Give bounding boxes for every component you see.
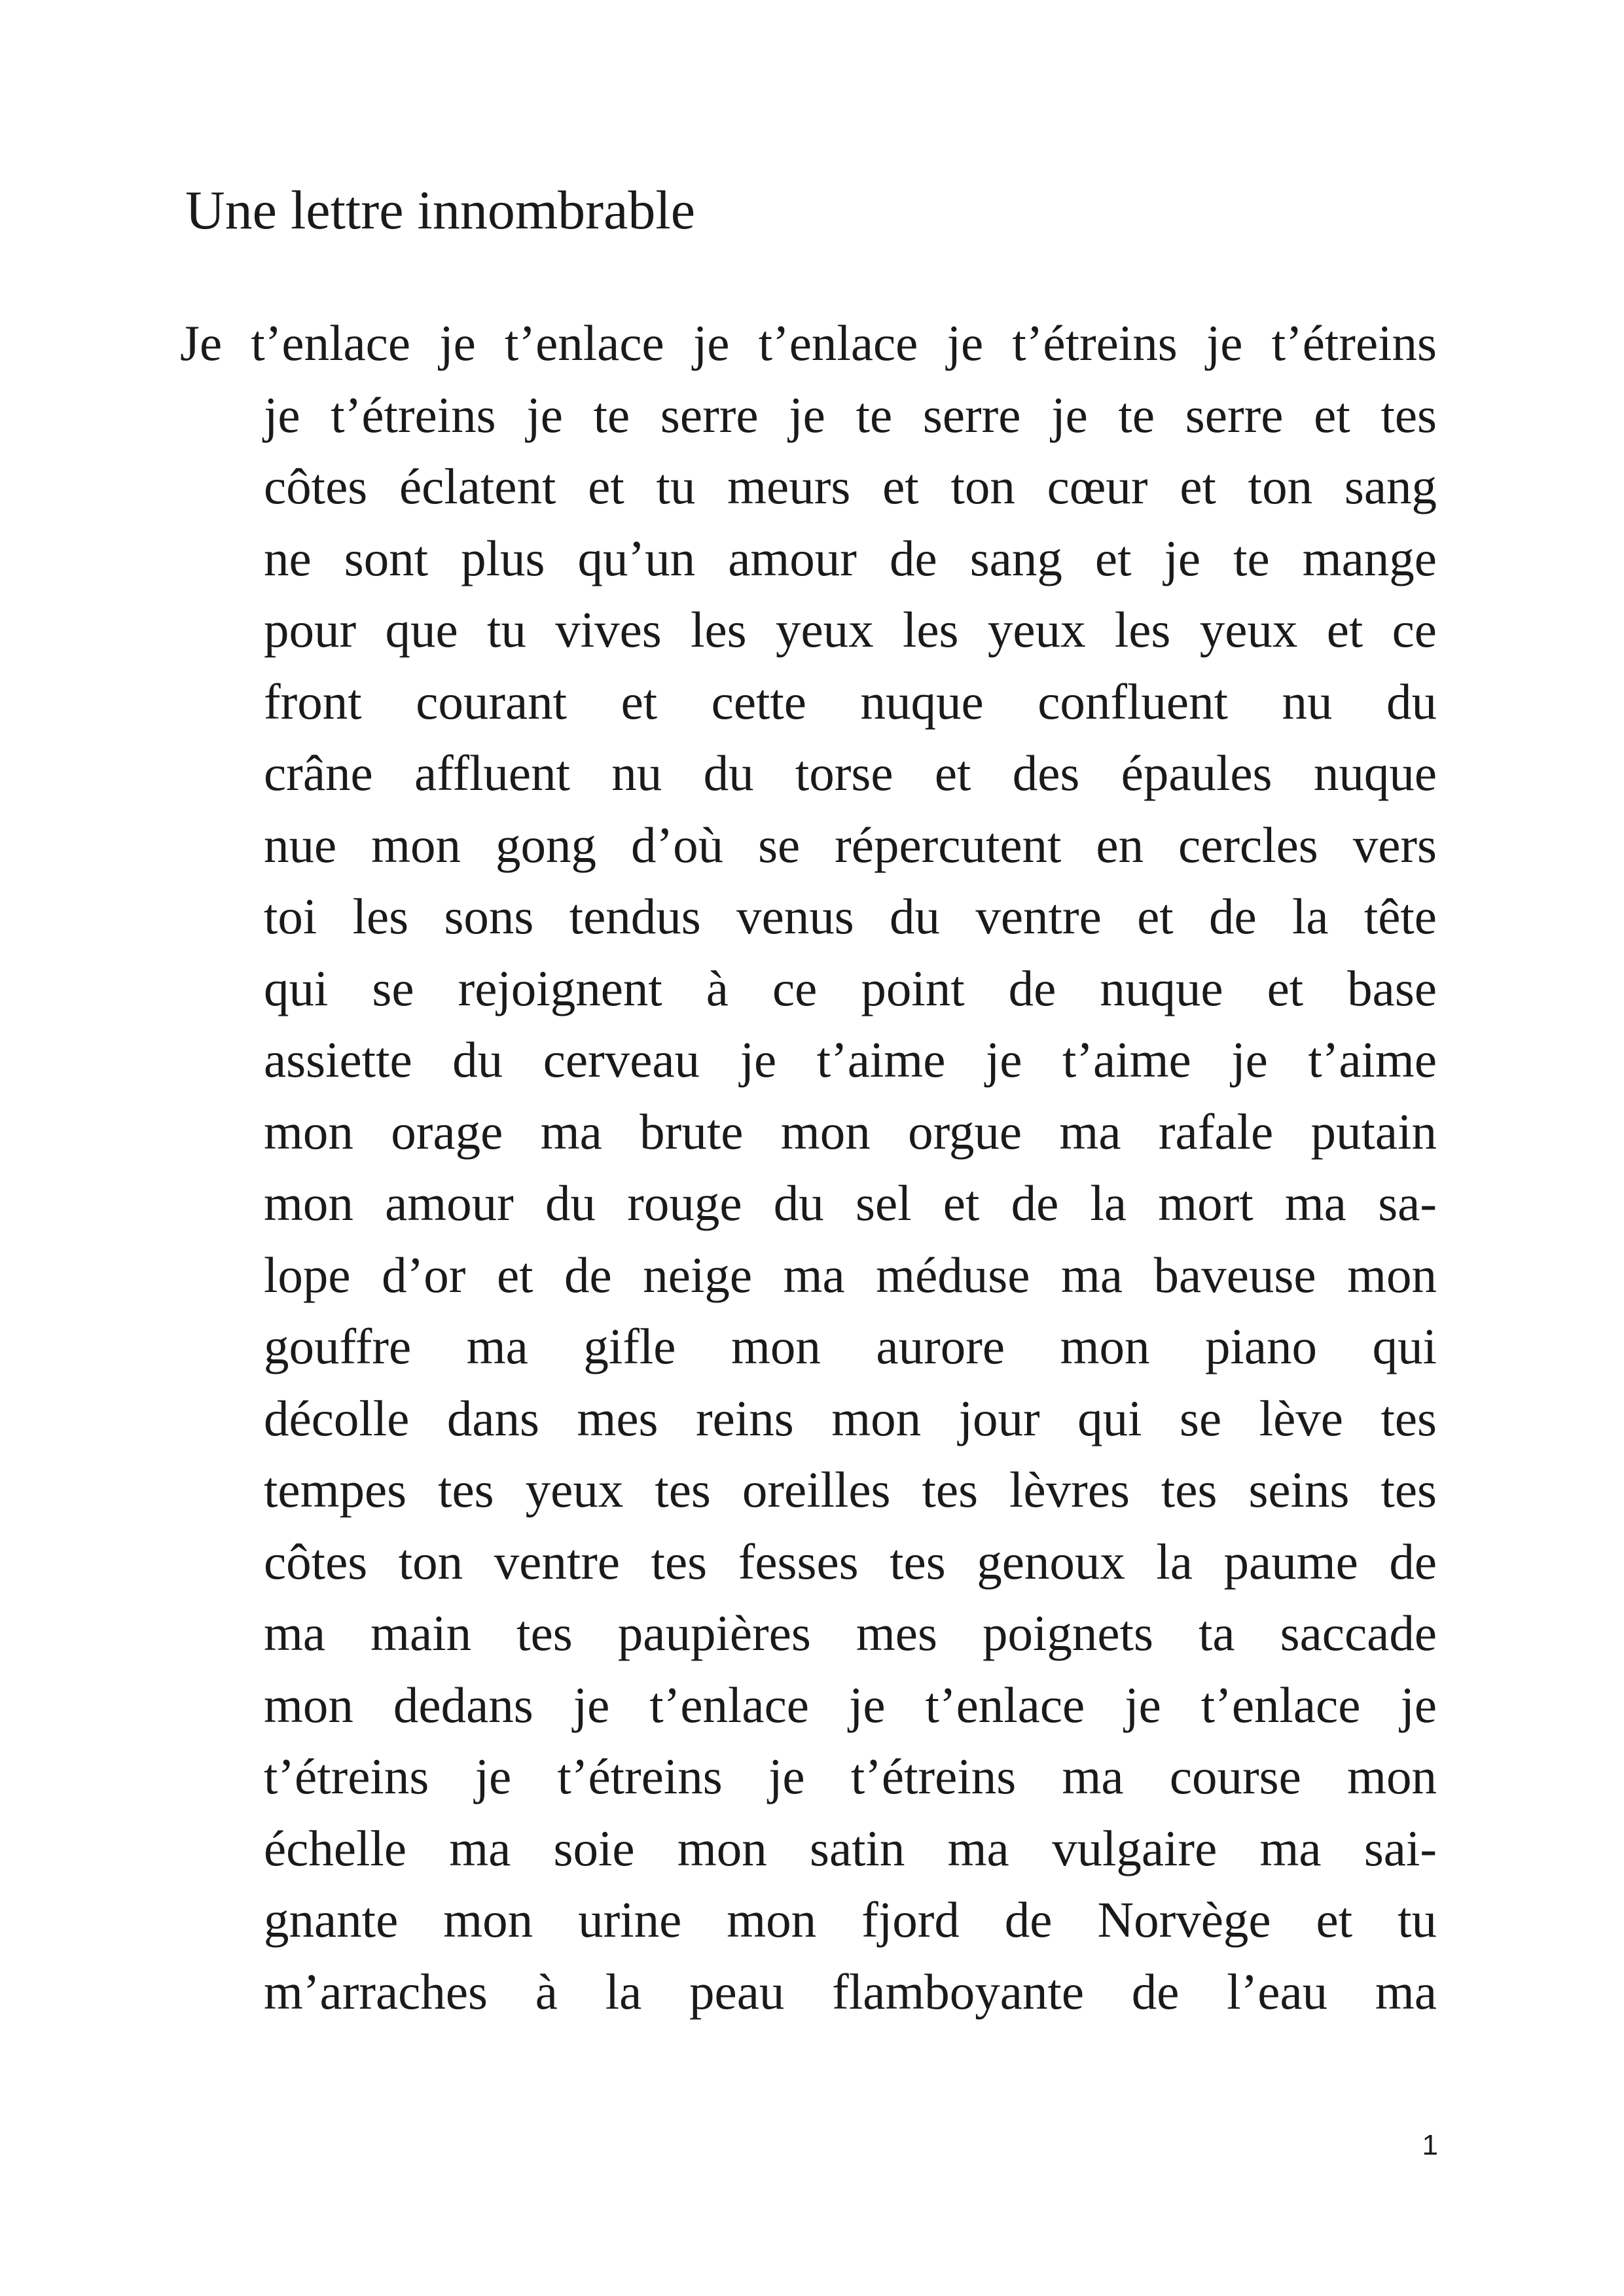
poem-line: crâne affluent nu du torse et des épaules nuque xyxy=(264,745,1437,801)
poem-line: tempes tes yeux tes oreilles tes lèvres tes seins tes xyxy=(264,1462,1437,1518)
poem-line: je t’étreins je te serre je te serre je te serre et tes xyxy=(264,386,1437,443)
poem-line: assiette du cerveau je t’aime je t’aime je t’aime xyxy=(264,1031,1437,1088)
poem-line: pour que tu vives les yeux les yeux les yeux et ce xyxy=(264,601,1437,658)
poem-line: côtes éclatent et tu meurs et ton cœur et ton sang xyxy=(264,458,1437,514)
poem-line: échelle ma soie mon satin ma vulgaire ma sai- xyxy=(264,1820,1437,1876)
poem-line: nue mon gong d’où se répercutent en cercles vers xyxy=(264,816,1437,873)
poem-line: toi les sons tendus venus du ventre et de la tête xyxy=(264,888,1437,944)
poem-line: t’étreins je t’étreins je t’étreins ma course mon xyxy=(264,1748,1437,1804)
poem-line: ne sont plus qu’un amour de sang et je te mange xyxy=(264,529,1437,586)
poem-line: m’arraches à la peau flamboyante de l’eau ma xyxy=(264,1963,1437,2020)
poem-body xyxy=(180,308,1437,2028)
page-number: 1 xyxy=(1422,2129,1438,2161)
poem-line: mon amour du rouge du sel et de la mort ma sa- xyxy=(264,1175,1437,1231)
poem-line: mon dedans je t’enlace je t’enlace je t’enlace je xyxy=(264,1676,1437,1733)
poem-line: gnante mon urine mon fjord de Norvège et tu xyxy=(264,1892,1437,1948)
poem-line: qui se rejoignent à ce point de nuque et base xyxy=(264,960,1437,1016)
poem-line: décolle dans mes reins mon jour qui se lève tes xyxy=(264,1390,1437,1446)
poem-line: gouffre ma gifle mon aurore mon piano qui xyxy=(264,1318,1437,1374)
poem-line: ma main tes paupières mes poignets ta saccade xyxy=(264,1605,1437,1661)
poem-line: Je t’enlace je t’enlace je t’enlace je t’étreins je t’étreins xyxy=(180,315,1437,371)
poem-line: mon orage ma brute mon orgue ma rafale putain xyxy=(264,1103,1437,1160)
poem-title: Une lettre innombrable xyxy=(185,180,696,241)
poem-line: front courant et cette nuque confluent nu du xyxy=(264,673,1437,730)
poem-line: côtes ton ventre tes fesses tes genoux la paume de xyxy=(264,1533,1437,1590)
poem-line: lope d’or et de neige ma méduse ma baveuse mon xyxy=(264,1246,1437,1303)
